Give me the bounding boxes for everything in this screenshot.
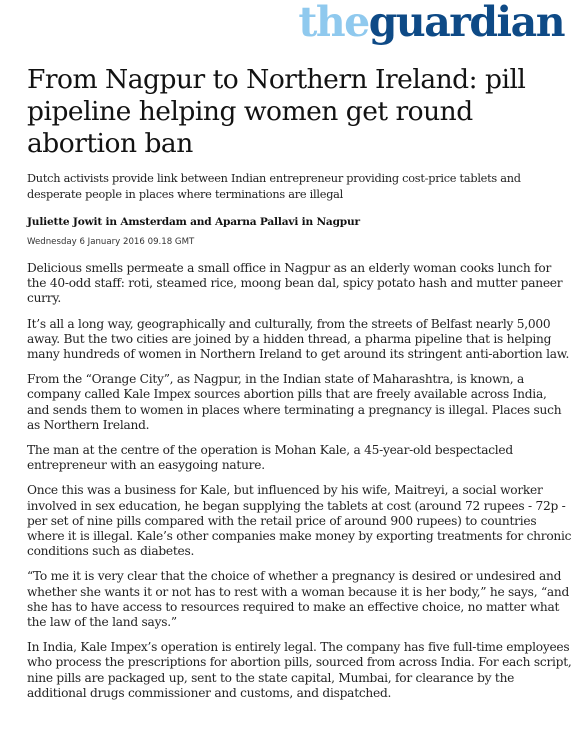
article-headline: From Nagpur to Northern Ireland: pill pipeline helping women get round abortion ban: [27, 64, 526, 159]
article-standfirst: Dutch activists provide link between Indian entrepreneur providing cost-price tablets and desperate people in places where terminations are illegal: [27, 172, 521, 201]
body-paragraph: It’s all a long way, geographically and culturally, from the streets of Belfast nearly 5,000 away. But the two cities are joined by a hidden thread, a pharma pipeline that is helping many hundreds of women in Northern Ireland to get around its stringent anti-abortion law.: [27, 316, 570, 362]
article-dateline: Wednesday 6 January 2016 09.18 GMT: [27, 237, 195, 247]
guardian-logo[interactable]: [298, 0, 564, 48]
body-paragraph: The man at the centre of the operation is Mohan Kale, a 45-year-old bespectacled entrepreneur with an easygoing nature.: [27, 443, 513, 473]
article-body: [27, 261, 572, 711]
article-byline[interactable]: Juliette Jowit in Amsterdam and Aparna Pallavi in Nagpur: [27, 216, 360, 228]
body-paragraph: “To me it is very clear that the choice of whether a pregnancy is desired or undesired and whether she wants it or not has to rest with a woman because it is her body,” he says, “and she has to have access to resources required to make an effective choice, no matter what the law of the land says.”: [27, 569, 570, 630]
body-paragraph: In India, Kale Impex’s operation is entirely legal. The company has five full-time employees who process the prescriptions for abortion pills, sourced from across India. For each script, nine pills are packaged up, sent to the state capital, Mumbai, for clearance by the additional drugs commissioner and customs, and dispatched.: [27, 640, 572, 700]
body-paragraph: From the “Orange City”, as Nagpur, in the Indian state of Maharashtra, is known, a company called Kale Impex sources abortion pills that are freely available across India, and sends them to women in places where terminating a pregnancy is illegal. Places such as Northern Ireland.: [27, 372, 562, 432]
body-paragraph: Delicious smells permeate a small office in Nagpur as an elderly woman cooks lunch for the 40-odd staff: roti, steamed rice, moong bean dal, spicy potato hash and mutter paneer curry.: [27, 261, 563, 306]
logo-the: the: [298, 0, 369, 46]
logo-guardian: guardian: [368, 0, 564, 46]
body-paragraph: Once this was a business for Kale, but influenced by his wife, Maitreyi, a social worker involved in sex education, he began supplying the tablets at cost (around 72 rupees - 72p - per set of nine pills compared with the retail price of around 900 rupees) to countries where it is illegal. Kale’s other companies make money by exporting treatments for chronic conditions such as diabetes.: [27, 483, 572, 559]
